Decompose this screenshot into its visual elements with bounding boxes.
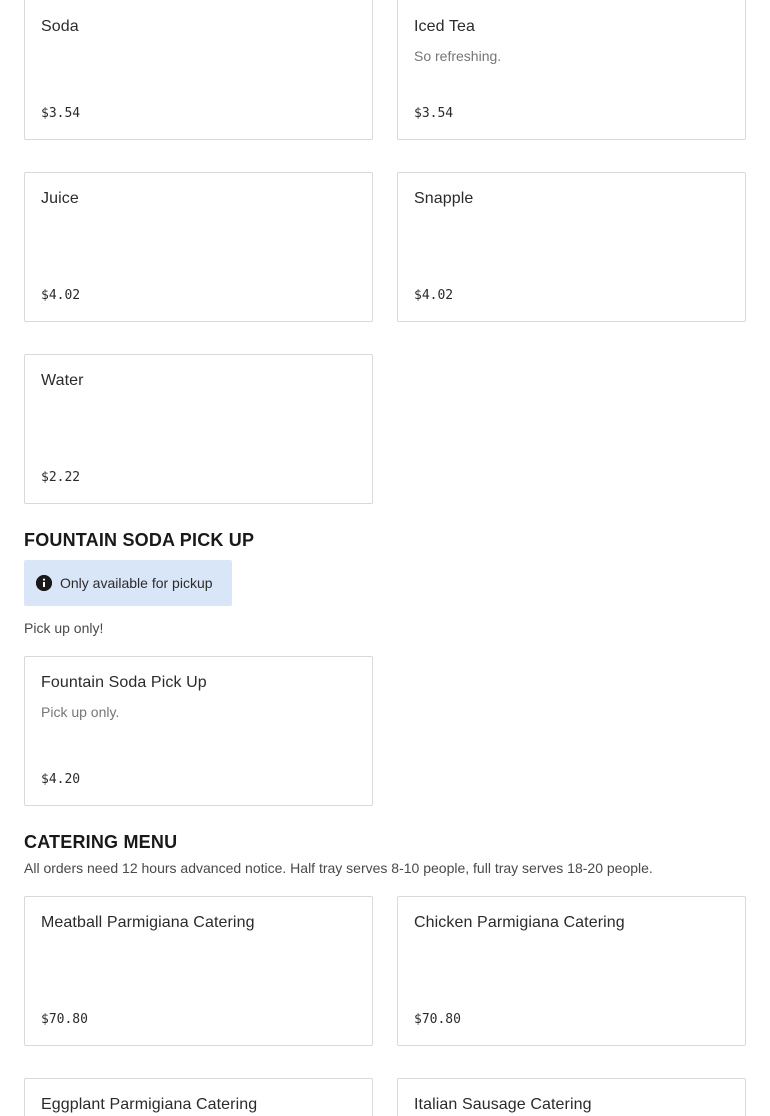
menu-item-price: $2.22	[41, 470, 81, 485]
menu-item-name: Snapple	[414, 190, 474, 207]
menu-item-card[interactable]	[397, 896, 746, 1046]
menu-item-card[interactable]	[397, 172, 746, 322]
menu-item-card[interactable]	[24, 354, 373, 504]
menu-item-description: Pick up only.	[41, 704, 120, 720]
menu-item-price: $3.54	[41, 106, 81, 121]
menu-item-card[interactable]	[24, 172, 373, 322]
notice-text: Only available for pickup	[60, 575, 213, 591]
menu-item-name: Italian Sausage Catering	[414, 1096, 592, 1113]
menu-item-name: Juice	[41, 190, 79, 207]
menu-item-price: $70.80	[414, 1012, 461, 1027]
menu-item-name: Eggplant Parmigiana Catering	[41, 1096, 258, 1113]
menu-item-card[interactable]	[397, 1078, 746, 1116]
menu-item-card[interactable]	[397, 0, 746, 140]
menu-item-price: $4.02	[414, 288, 454, 303]
section-description: Pick up only!	[24, 620, 104, 636]
info-icon	[36, 575, 52, 591]
menu-item-name: Meatball Parmigiana Catering	[41, 914, 255, 931]
menu-item-card[interactable]	[24, 1078, 373, 1116]
menu-item-name: Water	[41, 372, 84, 389]
menu-item-price: $3.54	[414, 106, 454, 121]
menu-item-name: Soda	[41, 18, 79, 35]
menu-item-card[interactable]	[24, 0, 373, 140]
section-description: All orders need 12 hours advanced notice. Half tray serves 8-10 people, full tray serves 18-20 people.	[24, 860, 653, 876]
menu-item-name: Chicken Parmigiana Catering	[414, 914, 625, 931]
menu-item-name: Fountain Soda Pick Up	[41, 674, 207, 691]
section-heading-catering: CATERING MENU	[24, 832, 178, 852]
menu-item-price: $70.80	[41, 1012, 88, 1027]
menu-item-card[interactable]	[24, 656, 373, 806]
pickup-only-notice	[24, 560, 232, 606]
menu-item-description: So refreshing.	[414, 48, 502, 64]
section-heading-fountain-soda: FOUNTAIN SODA PICK UP	[24, 530, 255, 550]
menu-item-card[interactable]	[24, 896, 373, 1046]
menu-item-name: Iced Tea	[414, 18, 475, 35]
menu-item-price: $4.02	[41, 288, 81, 303]
menu-item-price: $4.20	[41, 772, 81, 787]
